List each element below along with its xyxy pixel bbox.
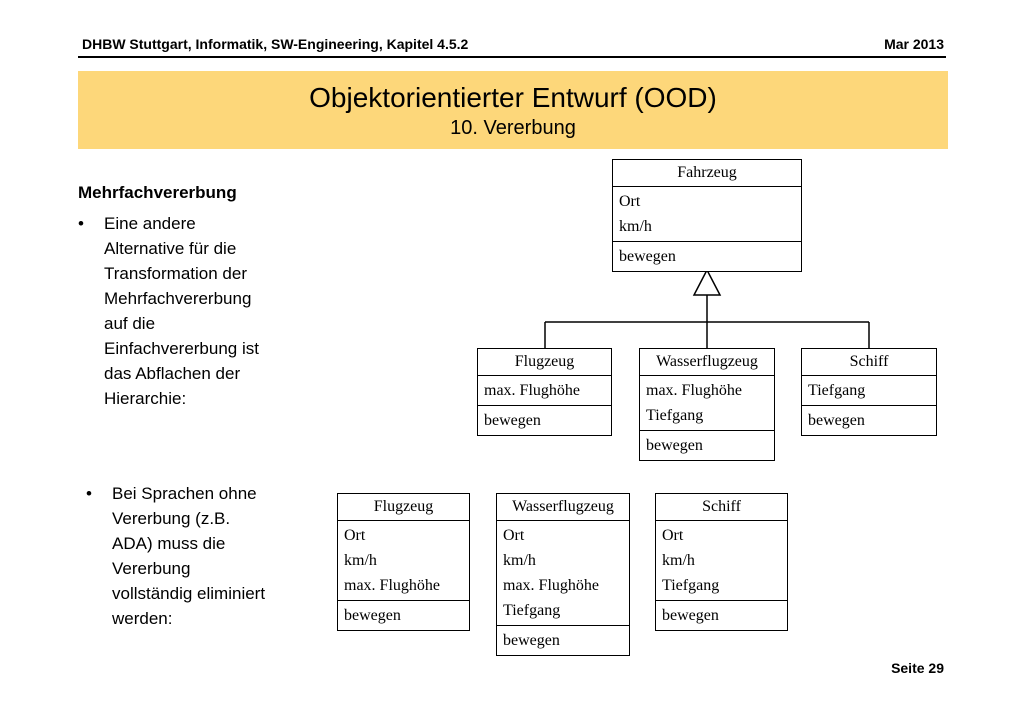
class-name: Wasserflugzeug: [640, 349, 774, 376]
slide-subtitle: 10. Vererbung: [450, 117, 576, 139]
class-name: Fahrzeug: [613, 160, 801, 187]
attribute: km/h: [662, 552, 695, 569]
bullet-2-text: Bei Sprachen ohne Vererbung (z.B. ADA) muss die Vererbung vollständig eliminiert werden:: [112, 484, 266, 628]
class-name: Flugzeug: [338, 494, 469, 521]
bullet-dot: •: [86, 484, 92, 503]
attribute: km/h: [619, 218, 652, 235]
class-name: Schiff: [802, 349, 936, 376]
attribute: max. Flughöhe: [503, 577, 599, 594]
attributes-section: [478, 376, 611, 405]
attribute: km/h: [503, 552, 536, 569]
attribute: max. Flughöhe: [484, 382, 580, 399]
header-date: Mar 2013: [884, 36, 944, 52]
methods-section: [478, 405, 611, 435]
method: bewegen: [646, 437, 703, 454]
method: bewegen: [662, 607, 719, 624]
attribute: Ort: [662, 527, 684, 544]
methods-section: [656, 600, 787, 630]
uml-class-fahrzeug: [612, 159, 802, 272]
attribute: Ort: [619, 193, 641, 210]
methods-section: [802, 405, 936, 435]
attribute: Ort: [344, 527, 366, 544]
attribute: max. Flughöhe: [646, 382, 742, 399]
attribute: Tiefgang: [662, 577, 720, 594]
methods-section: [613, 241, 801, 271]
method: bewegen: [808, 412, 865, 429]
uml-class-flugzeug: [477, 348, 612, 436]
slide-title: Objektorientierter Entwurf (OOD): [309, 82, 717, 113]
class-name: Schiff: [656, 494, 787, 521]
attributes-section: [613, 187, 801, 241]
attributes-section: [338, 521, 469, 600]
uml-class-schiff-flat: [655, 493, 788, 631]
attribute: max. Flughöhe: [344, 577, 440, 594]
bullet-dot: •: [78, 214, 84, 233]
uml-class-schiff: [801, 348, 937, 436]
methods-section: [497, 625, 629, 655]
attribute: Tiefgang: [646, 407, 704, 424]
attributes-section: [497, 521, 629, 625]
uml-class-flugzeug-flat: [337, 493, 470, 631]
page-number: Seite 29: [891, 660, 944, 676]
attributes-section: [802, 376, 936, 405]
uml-class-wasserflugzeug: [639, 348, 775, 461]
attribute: km/h: [344, 552, 377, 569]
uml-class-wasserflugzeug-flat: [496, 493, 630, 656]
method: bewegen: [503, 632, 560, 649]
attributes-section: [656, 521, 787, 600]
attribute: Tiefgang: [808, 382, 866, 399]
method: bewegen: [484, 412, 541, 429]
attributes-section: [640, 376, 774, 430]
attribute: Tiefgang: [503, 602, 561, 619]
methods-section: [640, 430, 774, 460]
method: bewegen: [619, 248, 676, 265]
generalization-arrow: [694, 270, 720, 295]
methods-section: [338, 600, 469, 630]
method: bewegen: [344, 607, 401, 624]
attribute: Ort: [503, 527, 525, 544]
section-heading: Mehrfachvererbung: [78, 183, 237, 202]
class-name: Wasserflugzeug: [497, 494, 629, 521]
bullet-1-text: Eine andere Alternative für die Transformation der Mehrfachvererbung auf die Einfachvererbung ist das Abflachen der Hierarchie:: [104, 214, 259, 408]
header-left: DHBW Stuttgart, Informatik, SW-Engineering, Kapitel 4.5.2: [82, 36, 469, 52]
class-name: Flugzeug: [478, 349, 611, 376]
